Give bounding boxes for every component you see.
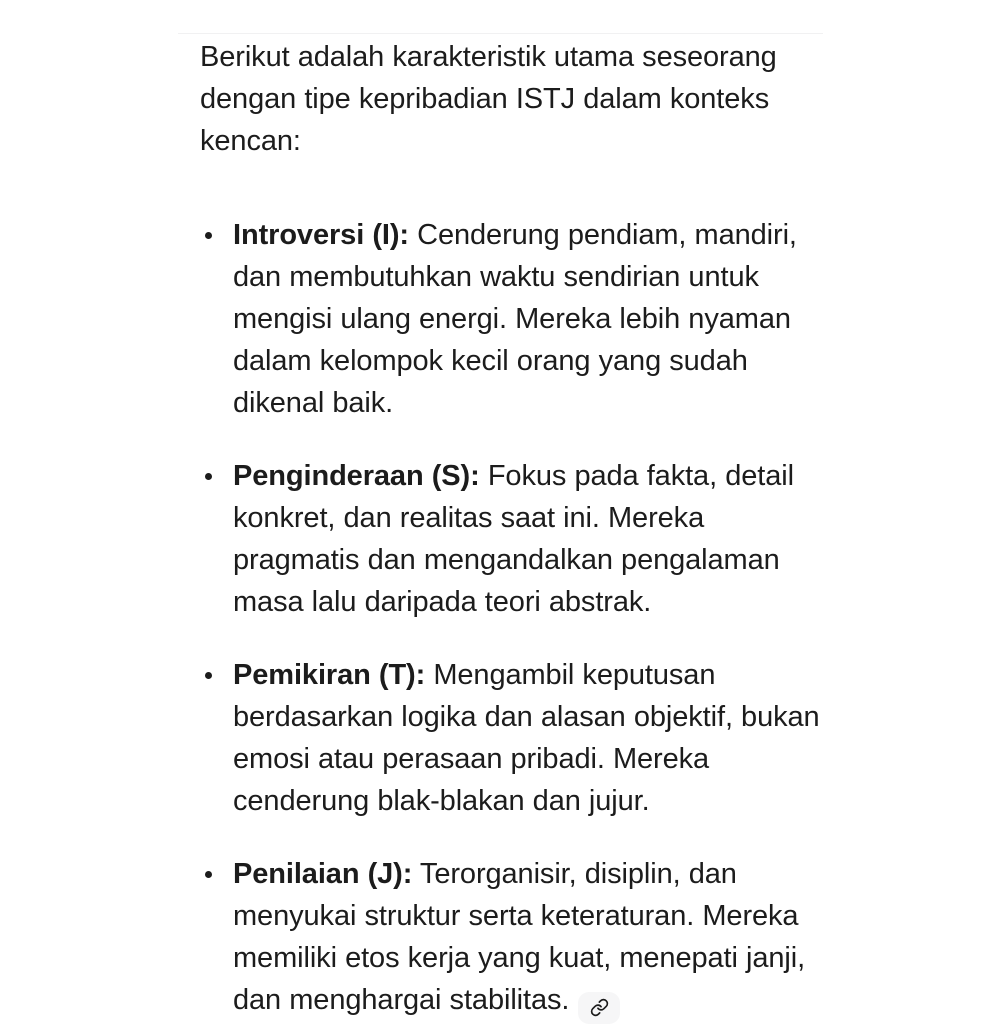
message-top-divider (178, 33, 823, 34)
bullet-label: Pemikiran (T): (233, 659, 426, 691)
bullet-text: Mengambil keputusan berdasarkan logika dan alasan objektif, bukan emosi atau perasaan pribadi. Mereka cenderung blak-blakan dan jujur. (233, 659, 820, 817)
link-icon (590, 998, 609, 1017)
bullet-dot-icon (205, 473, 212, 480)
message-content (200, 36, 823, 1024)
bullet-dot-icon (205, 871, 212, 878)
bullet-label: Penginderaan (S): (233, 460, 480, 492)
list-item (200, 853, 823, 1024)
bullet-label: Introversi (I): (233, 219, 409, 251)
bullet-dot-icon (205, 672, 212, 679)
intro-paragraph: Berikut adalah karakteristik utama seseorang dengan tipe kepribadian ISTJ dalam konteks kencan: (200, 41, 777, 157)
list-item (200, 455, 823, 623)
list-item (200, 654, 823, 822)
bullet-text: Cenderung pendiam, mandiri, dan membutuhkan waktu sendirian untuk mengisi ulang energi. Mereka lebih nyaman dalam kelompok kecil orang yang sudah dikenal baik. (233, 219, 797, 419)
bullet-label: Penilaian (J): (233, 858, 413, 890)
characteristics-list (200, 214, 823, 1024)
link-badge-button[interactable] (578, 992, 620, 1024)
bullet-text: Terorganisir, disiplin, dan menyukai struktur serta keteraturan. Mereka memiliki etos kerja yang kuat, menepati janji, dan menghargai stabilitas. (233, 858, 806, 1016)
bullet-text: Fokus pada fakta, detail konkret, dan realitas saat ini. Mereka pragmatis dan mengandalkan pengalaman masa lalu daripada teori abstrak. (233, 460, 794, 618)
bullet-dot-icon (205, 232, 212, 239)
list-item (200, 214, 823, 424)
